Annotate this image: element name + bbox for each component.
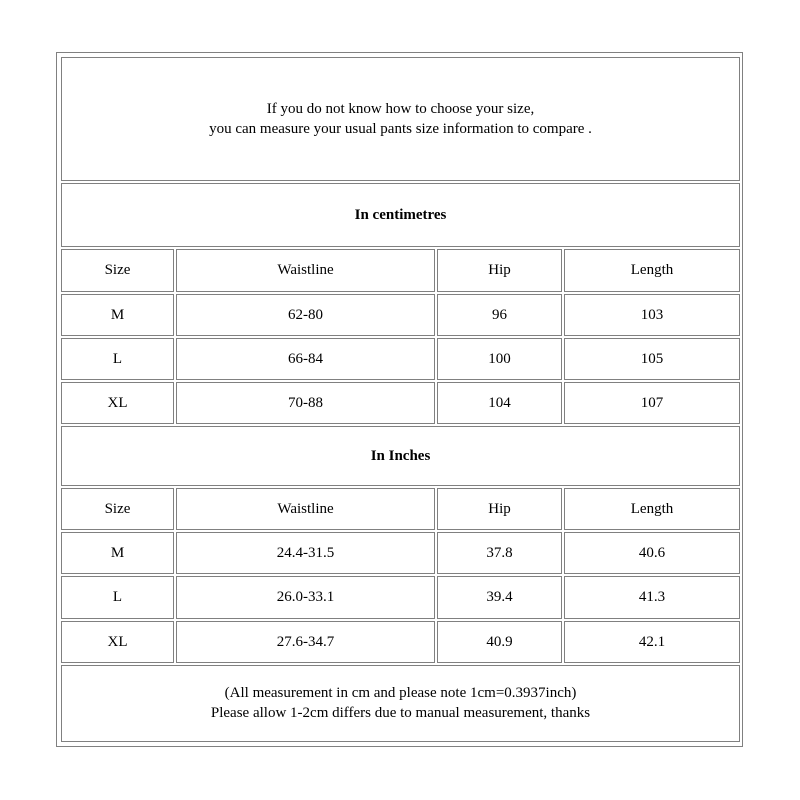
- table-row: [61, 576, 740, 618]
- header-length: Length: [564, 488, 740, 530]
- table-row: [61, 382, 740, 424]
- table-row: [61, 621, 740, 663]
- cell-size: L: [61, 338, 174, 380]
- section-title-inches: In Inches: [61, 426, 740, 486]
- header-size: Size: [61, 488, 174, 530]
- cell-hip: 39.4: [437, 576, 562, 618]
- intro-note: [61, 57, 740, 181]
- intro-line-2: you can measure your usual pants size information to compare .: [209, 120, 592, 137]
- cell-length: 40.6: [564, 532, 740, 574]
- header-waistline: Waistline: [176, 249, 435, 291]
- cell-size: XL: [61, 382, 174, 424]
- cell-hip: 37.8: [437, 532, 562, 574]
- cell-size: L: [61, 576, 174, 618]
- header-size: Size: [61, 249, 174, 291]
- cell-length: 105: [564, 338, 740, 380]
- cell-size: XL: [61, 621, 174, 663]
- cell-length: 103: [564, 294, 740, 336]
- cell-hip: 40.9: [437, 621, 562, 663]
- cell-waistline: 24.4-31.5: [176, 532, 435, 574]
- cell-length: 42.1: [564, 621, 740, 663]
- table-header-row-inches: [61, 488, 740, 530]
- intro-line-1: If you do not know how to choose your size,: [266, 100, 535, 117]
- cell-length: 41.3: [564, 576, 740, 618]
- header-waistline: Waistline: [176, 488, 435, 530]
- cell-waistline: 27.6-34.7: [176, 621, 435, 663]
- cell-hip: 100: [437, 338, 562, 380]
- footer-line-2: Please allow 1-2cm differs due to manual measurement, thanks: [210, 705, 591, 722]
- cell-waistline: 62-80: [176, 294, 435, 336]
- size-table: [59, 55, 742, 744]
- table-row: [61, 338, 740, 380]
- cell-hip: 96: [437, 294, 562, 336]
- size-chart: [56, 52, 743, 747]
- cell-waistline: 26.0-33.1: [176, 576, 435, 618]
- cell-hip: 104: [437, 382, 562, 424]
- cell-waistline: 70-88: [176, 382, 435, 424]
- footer-note: [61, 665, 740, 742]
- cell-size: M: [61, 532, 174, 574]
- header-length: Length: [564, 249, 740, 291]
- table-header-row-cm: [61, 249, 740, 291]
- table-row: [61, 294, 740, 336]
- cell-size: M: [61, 294, 174, 336]
- cell-length: 107: [564, 382, 740, 424]
- footer-line-1: (All measurement in cm and please note 1cm=0.3937inch): [224, 685, 577, 702]
- header-hip: Hip: [437, 249, 562, 291]
- cell-waistline: 66-84: [176, 338, 435, 380]
- table-row: [61, 532, 740, 574]
- section-title-centimetres: In centimetres: [61, 183, 740, 248]
- header-hip: Hip: [437, 488, 562, 530]
